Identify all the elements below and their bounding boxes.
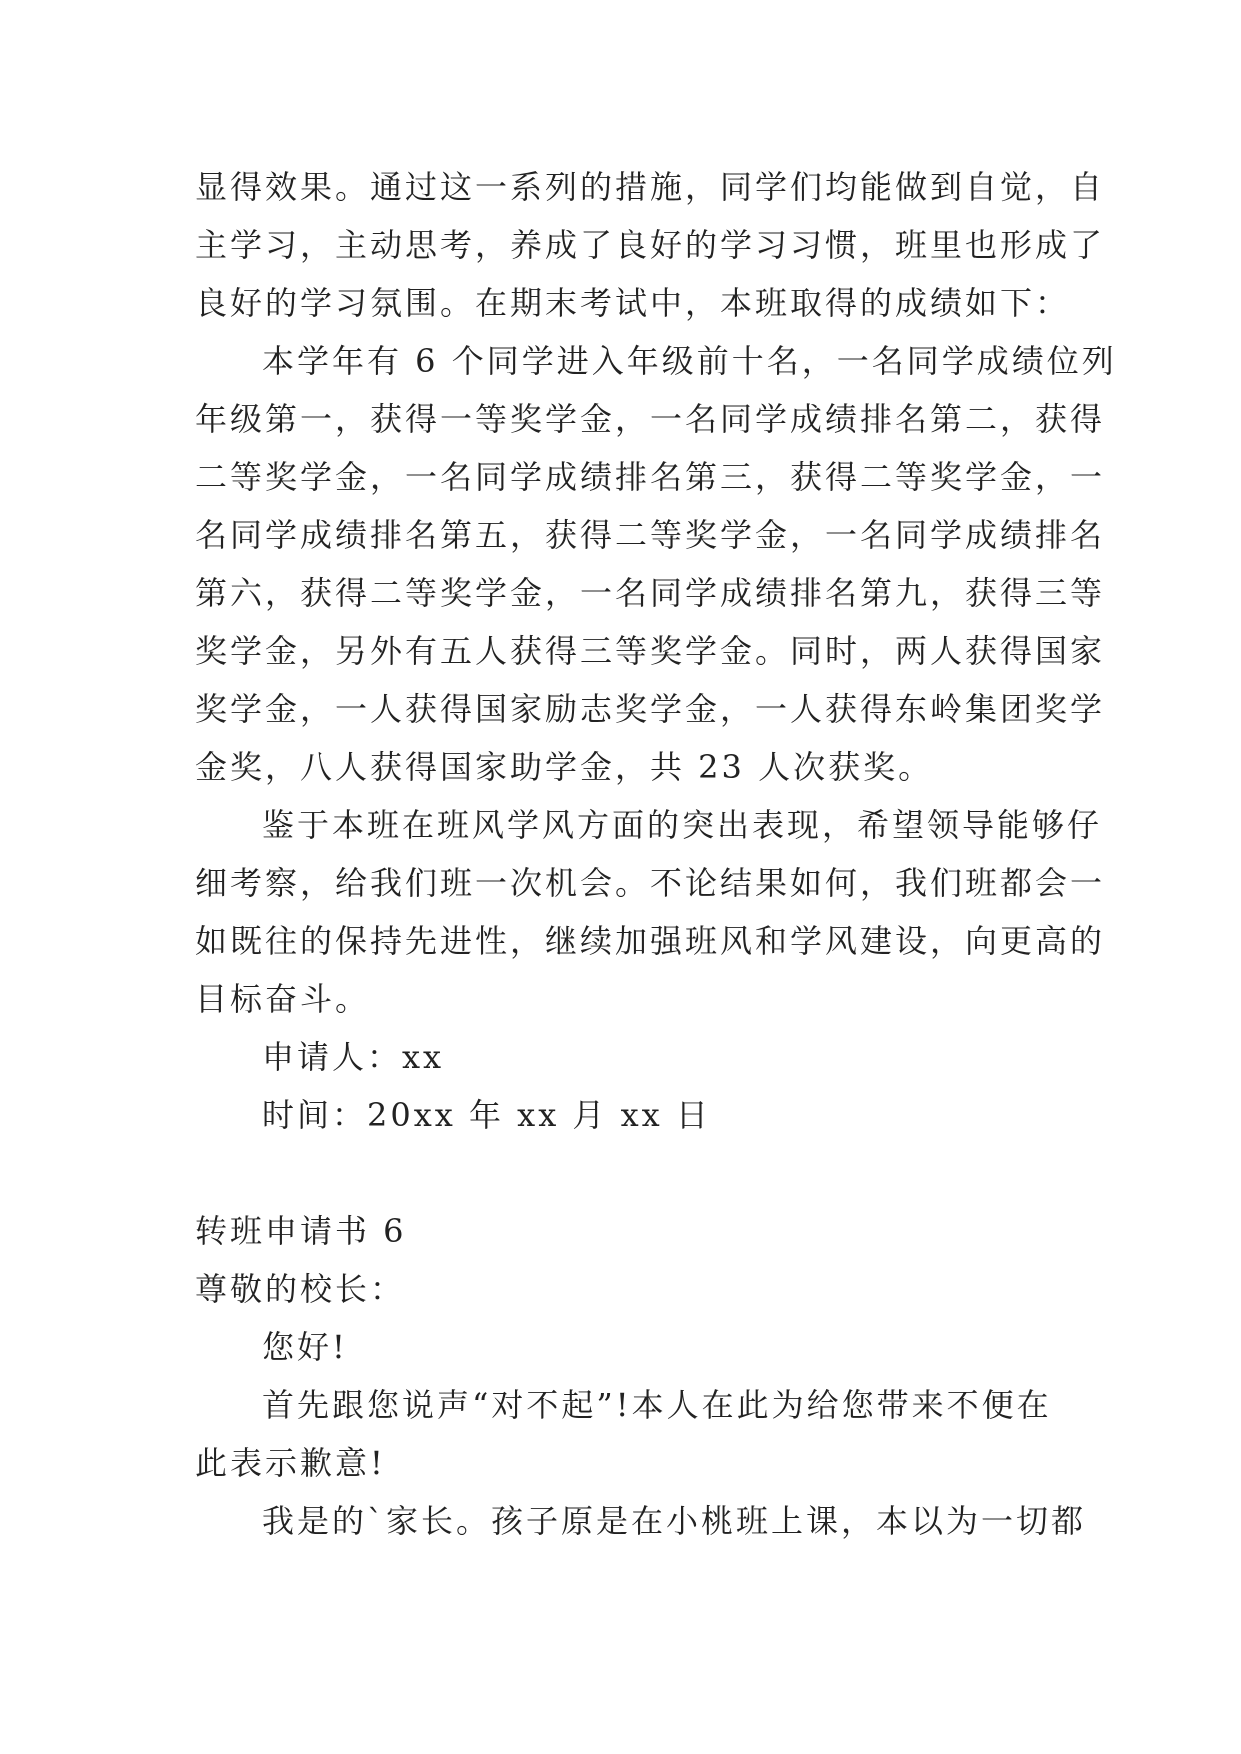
- text-line: 如既往的保持先进性，继续加强班风和学风建设，向更高的: [195, 922, 1106, 960]
- paragraph-start-line: 本学年有 6 个同学进入年级前十名，一名同学成绩位列: [262, 342, 1117, 380]
- text-line: 名同学成绩排名第五，获得二等奖学金，一名同学成绩排名: [195, 516, 1106, 554]
- text-line: 二等奖学金，一名同学成绩排名第三，获得二等奖学金，一: [195, 458, 1106, 496]
- text-line: 良好的学习氛围。在期末考试中，本班取得的成绩如下：: [195, 284, 1071, 322]
- salutation: 尊敬的校长：: [195, 1270, 406, 1308]
- section-title: 转班申请书 6: [195, 1212, 407, 1250]
- text-line: 年级第一，获得一等奖学金，一名同学成绩排名第二，获得: [195, 400, 1106, 438]
- text-line: 奖学金，另外有五人获得三等奖学金。同时，两人获得国家: [195, 632, 1106, 670]
- text-line: 此表示歉意!: [195, 1444, 386, 1482]
- text-line: 目标奋斗。: [195, 980, 371, 1018]
- greeting: 您好!: [262, 1328, 348, 1366]
- text-line: 奖学金，一人获得国家励志奖学金，一人获得东岭集团奖学: [195, 690, 1106, 728]
- text-line: 金奖，八人获得国家助学金，共 23 人次获奖。: [195, 748, 934, 786]
- applicant-line: 申请人：xx: [262, 1038, 445, 1076]
- text-line: 第六，获得二等奖学金，一名同学成绩排名第九，获得三等: [195, 574, 1106, 612]
- text-line: 显得效果。通过这一系列的措施，同学们均能做到自觉，自: [195, 168, 1106, 206]
- paragraph-start-line: 鉴于本班在班风学风方面的突出表现，希望领导能够仔: [262, 806, 1103, 844]
- paragraph-start-line: 首先跟您说声“对不起”!本人在此为给您带来不便在: [262, 1386, 1052, 1424]
- date-line: 时间：20xx 年 xx 月 xx 日: [262, 1096, 711, 1134]
- text-line: 细考察，给我们班一次机会。不论结果如何，我们班都会一: [195, 864, 1106, 902]
- text-line: 主学习，主动思考，养成了良好的学习习惯，班里也形成了: [195, 226, 1106, 264]
- paragraph-start-line: 我是的`家长。孩子原是在小桃班上课，本以为一切都: [262, 1502, 1087, 1540]
